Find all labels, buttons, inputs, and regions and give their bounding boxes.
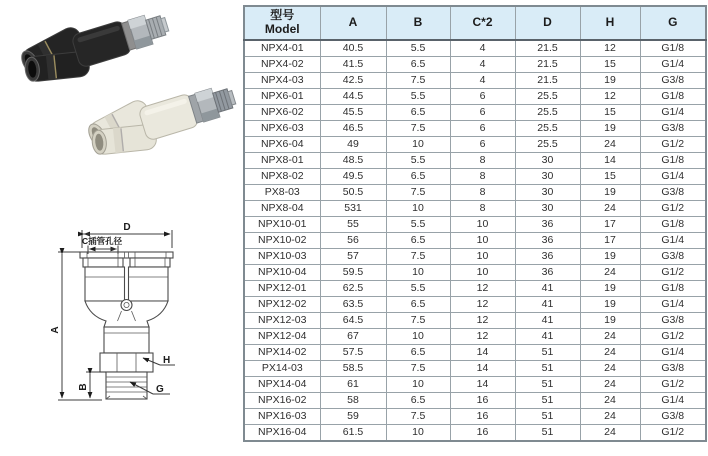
cell-value: 36 (515, 265, 580, 281)
cell-value: 10 (386, 377, 450, 393)
cell-value: 41 (515, 329, 580, 345)
table-row (244, 425, 706, 442)
cell-value: 67 (320, 329, 386, 345)
cell-value: 531 (320, 201, 386, 217)
cell-value: 41 (515, 297, 580, 313)
dimension-b (78, 372, 106, 398)
cell-value: 24 (580, 377, 640, 393)
cell-value: 7.5 (386, 121, 450, 137)
cell-value: 10 (450, 233, 515, 249)
cell-model: NPX4-02 (244, 57, 320, 73)
cell-value: 14 (450, 361, 515, 377)
cell-value: 6 (450, 89, 515, 105)
cell-model: NPX8-02 (244, 169, 320, 185)
cell-model: NPX10-03 (244, 249, 320, 265)
cell-model: NPX6-02 (244, 105, 320, 121)
header-col-a: A (320, 6, 386, 40)
cell-value: 5.5 (386, 40, 450, 57)
cell-value: 57.5 (320, 345, 386, 361)
black-y-fitting (14, 0, 174, 94)
cell-value: 5.5 (386, 153, 450, 169)
cell-value: 12 (450, 281, 515, 297)
cell-model: NPX16-04 (244, 425, 320, 442)
cell-value: 5.5 (386, 217, 450, 233)
table-row (244, 201, 706, 217)
cell-value: 7.5 (386, 249, 450, 265)
cell-value: 24 (580, 265, 640, 281)
cell-value: G1/8 (640, 153, 706, 169)
cell-value: 12 (580, 40, 640, 57)
table-row (244, 40, 706, 57)
cell-value: 21.5 (515, 40, 580, 57)
cell-value: 49.5 (320, 169, 386, 185)
cell-value: 19 (580, 281, 640, 297)
cell-model: NPX14-02 (244, 345, 320, 361)
cell-model: NPX4-03 (244, 73, 320, 89)
cell-value: 19 (580, 313, 640, 329)
cell-value: G1/2 (640, 329, 706, 345)
cell-value: 49 (320, 137, 386, 153)
header-model (244, 6, 320, 40)
cell-value: 51 (515, 393, 580, 409)
cell-value: 6 (450, 105, 515, 121)
cell-value: 19 (580, 297, 640, 313)
header-col-b: B (386, 6, 450, 40)
table-row (244, 185, 706, 201)
fitting-front-view (80, 252, 173, 399)
cell-value: 7.5 (386, 409, 450, 425)
cell-value: G1/8 (640, 217, 706, 233)
cell-value: 30 (515, 201, 580, 217)
cell-value: G3/8 (640, 409, 706, 425)
cell-value: 15 (580, 169, 640, 185)
cell-value: 41 (515, 313, 580, 329)
cell-value: G1/2 (640, 265, 706, 281)
cell-model: NPX12-01 (244, 281, 320, 297)
cell-value: 30 (515, 185, 580, 201)
cell-value: 10 (386, 137, 450, 153)
cell-value: 14 (450, 377, 515, 393)
technical-drawing (0, 190, 243, 456)
cell-value: 51 (515, 361, 580, 377)
header-model-cn: 型号 (270, 8, 295, 23)
cell-value: G1/8 (640, 89, 706, 105)
cell-model: NPX6-03 (244, 121, 320, 137)
cell-value: 25.5 (515, 89, 580, 105)
cell-value: 24 (580, 345, 640, 361)
table-row (244, 233, 706, 249)
cell-value: 16 (450, 393, 515, 409)
cell-value: 10 (450, 217, 515, 233)
cell-value: 6.5 (386, 233, 450, 249)
cell-value: 7.5 (386, 73, 450, 89)
cell-value: G1/4 (640, 345, 706, 361)
label-a: A (50, 326, 61, 334)
cell-value: G1/4 (640, 169, 706, 185)
cell-value: 50.5 (320, 185, 386, 201)
cell-value: 6.5 (386, 57, 450, 73)
dimension-c (82, 236, 123, 254)
cell-value: 36 (515, 249, 580, 265)
label-h: H (163, 355, 171, 366)
cell-value: 24 (580, 329, 640, 345)
cell-model: NPX12-02 (244, 297, 320, 313)
cell-value: 48.5 (320, 153, 386, 169)
cell-value: G1/4 (640, 297, 706, 313)
cell-model: NPX16-02 (244, 393, 320, 409)
cell-value: G3/8 (640, 313, 706, 329)
cell-value: 30 (515, 169, 580, 185)
cell-value: G3/8 (640, 185, 706, 201)
cell-value: 59.5 (320, 265, 386, 281)
cell-value: G1/2 (640, 425, 706, 442)
spec-table-container (243, 5, 706, 442)
header-col-d: D (515, 6, 580, 40)
cell-value: 7.5 (386, 361, 450, 377)
cell-value: 24 (580, 201, 640, 217)
cell-value: 19 (580, 121, 640, 137)
cell-value: 12 (450, 329, 515, 345)
cell-value: 10 (450, 265, 515, 281)
cell-value: 59 (320, 409, 386, 425)
cell-value: 6 (450, 137, 515, 153)
cell-value: G3/8 (640, 121, 706, 137)
cell-value: 45.5 (320, 105, 386, 121)
product-photo-image (0, 0, 243, 190)
table-row (244, 393, 706, 409)
header-row (244, 6, 706, 40)
cell-value: 57 (320, 249, 386, 265)
cell-model: NPX12-03 (244, 313, 320, 329)
cell-model: NPX4-01 (244, 40, 320, 57)
cell-value: 36 (515, 233, 580, 249)
cell-model: NPX10-01 (244, 217, 320, 233)
thread-section (106, 372, 147, 399)
cell-value: 51 (515, 345, 580, 361)
cell-value: 10 (386, 265, 450, 281)
cell-value: 46.5 (320, 121, 386, 137)
cell-value: 6 (450, 121, 515, 137)
cell-value: 14 (450, 345, 515, 361)
label-g: G (156, 384, 164, 395)
cell-value: 15 (580, 105, 640, 121)
technical-drawing-image (0, 190, 243, 456)
cell-value: G3/8 (640, 361, 706, 377)
table-row (244, 153, 706, 169)
cell-value: 10 (386, 329, 450, 345)
cell-value: 6.5 (386, 393, 450, 409)
label-c: C插管孔径 (82, 236, 123, 246)
table-row (244, 57, 706, 73)
cell-value: G3/8 (640, 249, 706, 265)
cell-model: NPX12-04 (244, 329, 320, 345)
cell-value: G1/8 (640, 40, 706, 57)
cell-value: 24 (580, 425, 640, 442)
cell-value: 58.5 (320, 361, 386, 377)
cell-value: 6.5 (386, 169, 450, 185)
cell-model: NPX6-04 (244, 137, 320, 153)
cell-model: NPX10-04 (244, 265, 320, 281)
cell-value: G1/2 (640, 377, 706, 393)
cell-value: 51 (515, 425, 580, 442)
cell-value: G1/4 (640, 233, 706, 249)
cell-value: G1/2 (640, 201, 706, 217)
table-row (244, 121, 706, 137)
header-col-h: H (580, 6, 640, 40)
cell-value: 61.5 (320, 425, 386, 442)
cell-value: 64.5 (320, 313, 386, 329)
spec-table-body (244, 40, 706, 441)
cell-value: 8 (450, 185, 515, 201)
cell-value: 24 (580, 393, 640, 409)
cell-value: 6.5 (386, 345, 450, 361)
cell-value: 51 (515, 377, 580, 393)
cell-value: 15 (580, 57, 640, 73)
table-row (244, 89, 706, 105)
table-row (244, 313, 706, 329)
cell-value: 7.5 (386, 313, 450, 329)
cell-model: NPX8-01 (244, 153, 320, 169)
cell-value: 10 (386, 201, 450, 217)
cell-value: 8 (450, 201, 515, 217)
cell-value: 5.5 (386, 89, 450, 105)
table-row (244, 169, 706, 185)
cell-value: 51 (515, 409, 580, 425)
cell-value: 30 (515, 153, 580, 169)
table-row (244, 249, 706, 265)
cell-value: 25.5 (515, 105, 580, 121)
table-row (244, 217, 706, 233)
table-row (244, 137, 706, 153)
table-row (244, 105, 706, 121)
cell-value: 21.5 (515, 73, 580, 89)
table-row (244, 345, 706, 361)
cell-value: 12 (450, 313, 515, 329)
cell-value: 16 (450, 425, 515, 442)
table-row (244, 361, 706, 377)
header-model-en: Model (264, 22, 300, 36)
cell-model: PX14-03 (244, 361, 320, 377)
cell-value: 25.5 (515, 137, 580, 153)
cell-model: PX8-03 (244, 185, 320, 201)
cell-value: G1/8 (640, 281, 706, 297)
cell-value: 61 (320, 377, 386, 393)
cell-value: G1/4 (640, 105, 706, 121)
cell-value: 62.5 (320, 281, 386, 297)
cell-value: 58 (320, 393, 386, 409)
cell-value: 6.5 (386, 105, 450, 121)
cell-value: 12 (450, 297, 515, 313)
cell-value: 4 (450, 73, 515, 89)
cell-value: 16 (450, 409, 515, 425)
cell-value: 55 (320, 217, 386, 233)
cell-model: NPX16-03 (244, 409, 320, 425)
cell-value: 56 (320, 233, 386, 249)
table-row (244, 73, 706, 89)
cell-value: 14 (580, 153, 640, 169)
cell-value: 19 (580, 249, 640, 265)
table-row (244, 265, 706, 281)
cell-value: 19 (580, 73, 640, 89)
label-d: D (123, 222, 131, 233)
cell-value: 17 (580, 233, 640, 249)
table-row (244, 281, 706, 297)
table-row (244, 409, 706, 425)
cell-value: 4 (450, 57, 515, 73)
cell-value: 5.5 (386, 281, 450, 297)
cell-value: 17 (580, 217, 640, 233)
cell-value: 21.5 (515, 57, 580, 73)
cell-value: 41 (515, 281, 580, 297)
cell-model: NPX6-01 (244, 89, 320, 105)
cell-value: 25.5 (515, 121, 580, 137)
spec-table (243, 5, 707, 442)
cell-value: G3/8 (640, 73, 706, 89)
cell-value: 7.5 (386, 185, 450, 201)
cell-value: G1/4 (640, 57, 706, 73)
cell-value: G1/4 (640, 393, 706, 409)
cell-value: 44.5 (320, 89, 386, 105)
cell-value: 41.5 (320, 57, 386, 73)
cell-value: 24 (580, 361, 640, 377)
cell-value: 24 (580, 409, 640, 425)
cell-model: NPX14-04 (244, 377, 320, 393)
cell-value: 8 (450, 153, 515, 169)
cell-value: 4 (450, 40, 515, 57)
product-photo (0, 0, 243, 190)
cell-value: 10 (386, 425, 450, 442)
table-row (244, 297, 706, 313)
label-b: B (78, 383, 89, 391)
cell-value: 36 (515, 217, 580, 233)
cell-value: 40.5 (320, 40, 386, 57)
white-y-fitting (81, 71, 241, 167)
cell-value: 8 (450, 169, 515, 185)
cell-value: 10 (450, 249, 515, 265)
table-row (244, 329, 706, 345)
header-col-c2: C*2 (450, 6, 515, 40)
header-col-g: G (640, 6, 706, 40)
cell-model: NPX8-04 (244, 201, 320, 217)
cell-model: NPX10-02 (244, 233, 320, 249)
cell-value: 6.5 (386, 297, 450, 313)
cell-value: 63.5 (320, 297, 386, 313)
cell-value: 19 (580, 185, 640, 201)
hex-section (100, 353, 153, 372)
cell-value: 24 (580, 137, 640, 153)
cell-value: G1/2 (640, 137, 706, 153)
cell-value: 42.5 (320, 73, 386, 89)
table-row (244, 377, 706, 393)
cell-value: 12 (580, 89, 640, 105)
